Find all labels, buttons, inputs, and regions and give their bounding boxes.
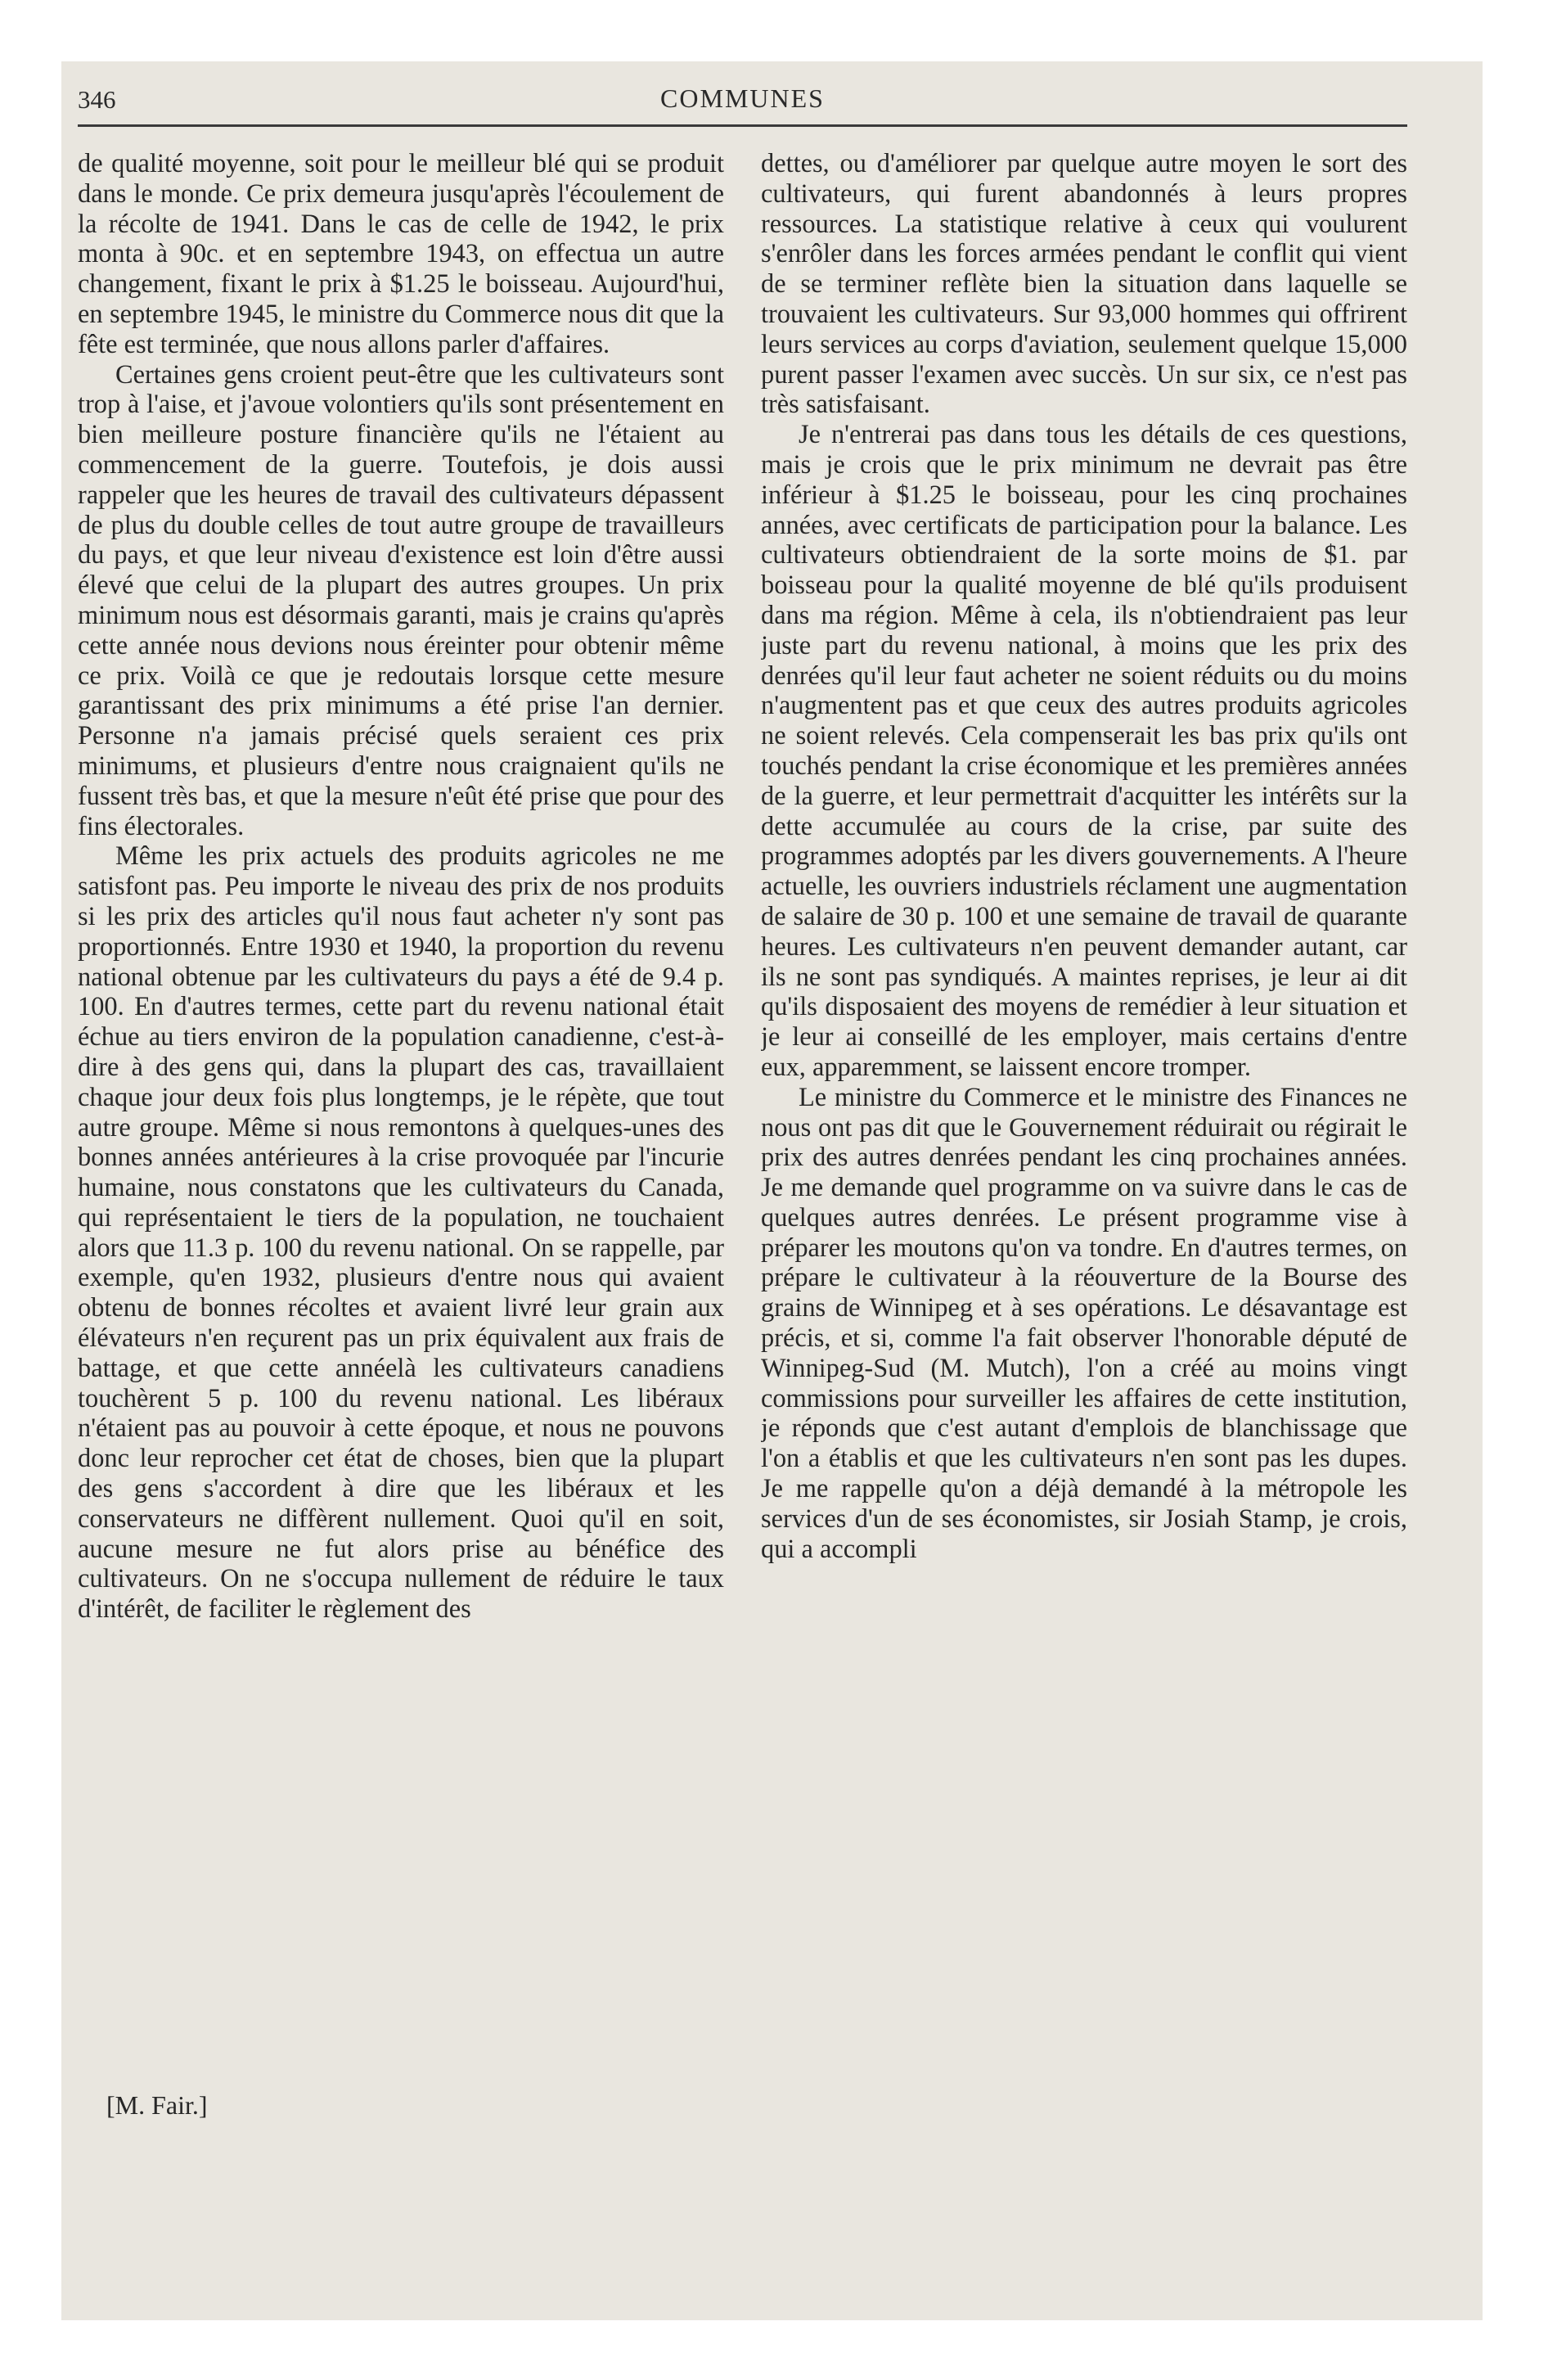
running-head: COMMUNES (660, 83, 825, 113)
paragraph: Certaines gens croient peut-être que les cultivateurs sont trop à l'aise, et j'avoue volontiers qu'ils sont présentement en bien meilleure posture financière qu'ils ne l'étaient au commencement de la guerre. Toutefois, je dois aussi rappeler que les heures de travail des cultivateurs dépassent de plus du double celles de tout autre groupe de travailleurs du pays, et que leur niveau d'existence est loin d'être aussi élevé que celui de la plupart des autres groupes. Un prix minimum nous est désormais garanti, mais je crains qu'après cette année nous devions nous éreinter pour obtenir même ce prix. Voilà ce que je redoutais lorsque cette mesure garantissant des prix minimums a été prise l'an dernier. Personne n'a jamais précisé quels seraient ces prix minimums, et plusieurs d'entre nous craignaient qu'ils ne fussent très bas, et que la mesure n'eût été prise que pour des fins électorales. (78, 359, 724, 841)
right-column (761, 149, 1407, 2113)
paragraph: Le ministre du Commerce et le ministre des Finances ne nous ont pas dit que le Gouvernement réduirait ou régirait le prix des autres denrées pendant les cinq prochaines années. Je me demande quel programme on va suivre dans le cas de quelques autres denrées. Le présent programme vise à préparer les moutons qu'on va tondre. En d'autres termes, on prépare le cultivateur à la réouverture de la Bourse des grains de Winnipeg et à ses opérations. Le désavantage est précis, et si, comme l'a fait observer l'honorable député de Winnipeg-Sud (M. Mutch), l'on a créé au moins vingt commissions pour surveiller les affaires de cette institution, je réponds que c'est autant d'emplois de blanchissage que l'on a établis et que les cultivateurs n'en sont pas les dupes. Je me rappelle qu'on a déjà demandé à la métropole les services d'un de ses économistes, sir Josiah Stamp, je crois, qui a accompli (761, 1082, 1407, 1564)
speaker-tag: [M. Fair.] (106, 2090, 208, 2120)
header-rule (78, 124, 1407, 127)
paragraph: de qualité moyenne, soit pour le meilleur blé qui se produit dans le monde. Ce prix demeura jusqu'après l'écoulement de la récolte de 1941. Dans le cas de celle de 1942, le prix monta à 90c. et en septembre 1943, on effectua un autre changement, fixant le prix à $1.25 le boisseau. Aujourd'hui, en septembre 1945, le ministre du Commerce nous dit que la fête est terminée, que nous allons parler d'affaires. (78, 149, 724, 359)
paragraph: Je n'entrerai pas dans tous les détails de ces questions, mais je crois que le prix minimum ne devrait pas être inférieur à $1.25 le boisseau, pour les cinq prochaines années, avec certificats de participation pour la balance. Les cultivateurs obtiendraient de la sorte moins de $1. par boisseau pour la qualité moyenne de blé qu'ils produisent dans ma région. Même à cela, ils n'obtiendraient pas leur juste part du revenu national, à moins que les prix des denrées qu'il leur faut acheter ne soient réduits ou du moins n'augmentent pas et que ceux des autres produits agricoles ne soient relevés. Cela compenserait les bas prix qu'ils ont touchés pendant la crise économique et les premières années de la guerre, et leur permettrait d'acquitter les intérêts sur la dette accumulée au cours de la crise, par suite des programmes adoptés par les divers gouvernements. A l'heure actuelle, les ouvriers industriels réclament une augmentation de salaire de 30 p. 100 et une semaine de travail de quarante heures. Les cultivateurs n'en peuvent demander autant, car ils ne sont pas syndiqués. A maintes reprises, je leur ai dit qu'ils disposaient des moyens de remédier à leur situation et je leur ai conseillé de les employer, mais certains d'entre eux, apparemment, se laissent encore tromper. (761, 420, 1407, 1082)
paragraph: dettes, ou d'améliorer par quelque autre moyen le sort des cultivateurs, qui furent abandonnés à leurs propres ressources. La statistique relative à ceux qui voulurent s'enrôler dans les forces armées pendant le conflit qui vient de se terminer reflète bien la situation dans laquelle se trouvaient les cultivateurs. Sur 93,000 hommes qui offrirent leurs services au corps d'aviation, seulement quelque 15,000 purent passer l'examen avec succès. Un sur six, ce n'est pas très satisfaisant. (761, 149, 1407, 420)
page-number: 346 (78, 85, 116, 114)
paragraph: Même les prix actuels des produits agricoles ne me satisfont pas. Peu importe le niveau des prix de nos produits si les prix des articles qu'il nous faut acheter n'y sont pas proportionnés. Entre 1930 et 1940, la proportion du revenu national obtenue par les cultivateurs du pays a été de 9.4 p. 100. En d'autres termes, cette part du revenu national était échue au tiers environ de la population canadienne, c'est-à-dire à des gens qui, dans la plupart des cas, travaillaient chaque jour deux fois plus longtemps, je le répète, que tout autre groupe. Même si nous remontons à quelques-unes des bonnes années antérieures à la crise provoquée par l'incurie humaine, nous constatons que les cultivateurs du Canada, qui représentaient le tiers de la population, ne touchaient alors que 11.3 p. 100 du revenu national. On se rappelle, par exemple, qu'en 1932, plusieurs d'entre nous qui avaient obtenu de bonnes récoltes et avaient livré leur grain aux élévateurs n'en reçurent pas un prix équivalent aux frais de battage, et que cette annéelà les cultivateurs canadiens touchèrent 5 p. 100 du revenu national. Les libéraux n'étaient pas au pouvoir à cette époque, et nous ne pouvons donc leur reprocher cet état de choses, bien que la plupart des gens s'accordent à dire que les libéraux et les conservateurs ne diffèrent nullement. Quoi qu'il en soit, aucune mesure ne fut alors prise au bénéfice des cultivateurs. On ne s'occupa nullement de réduire le taux d'intérêt, de faciliter le règlement des (78, 841, 724, 1625)
left-column (78, 149, 724, 2113)
page-header (78, 80, 1407, 126)
